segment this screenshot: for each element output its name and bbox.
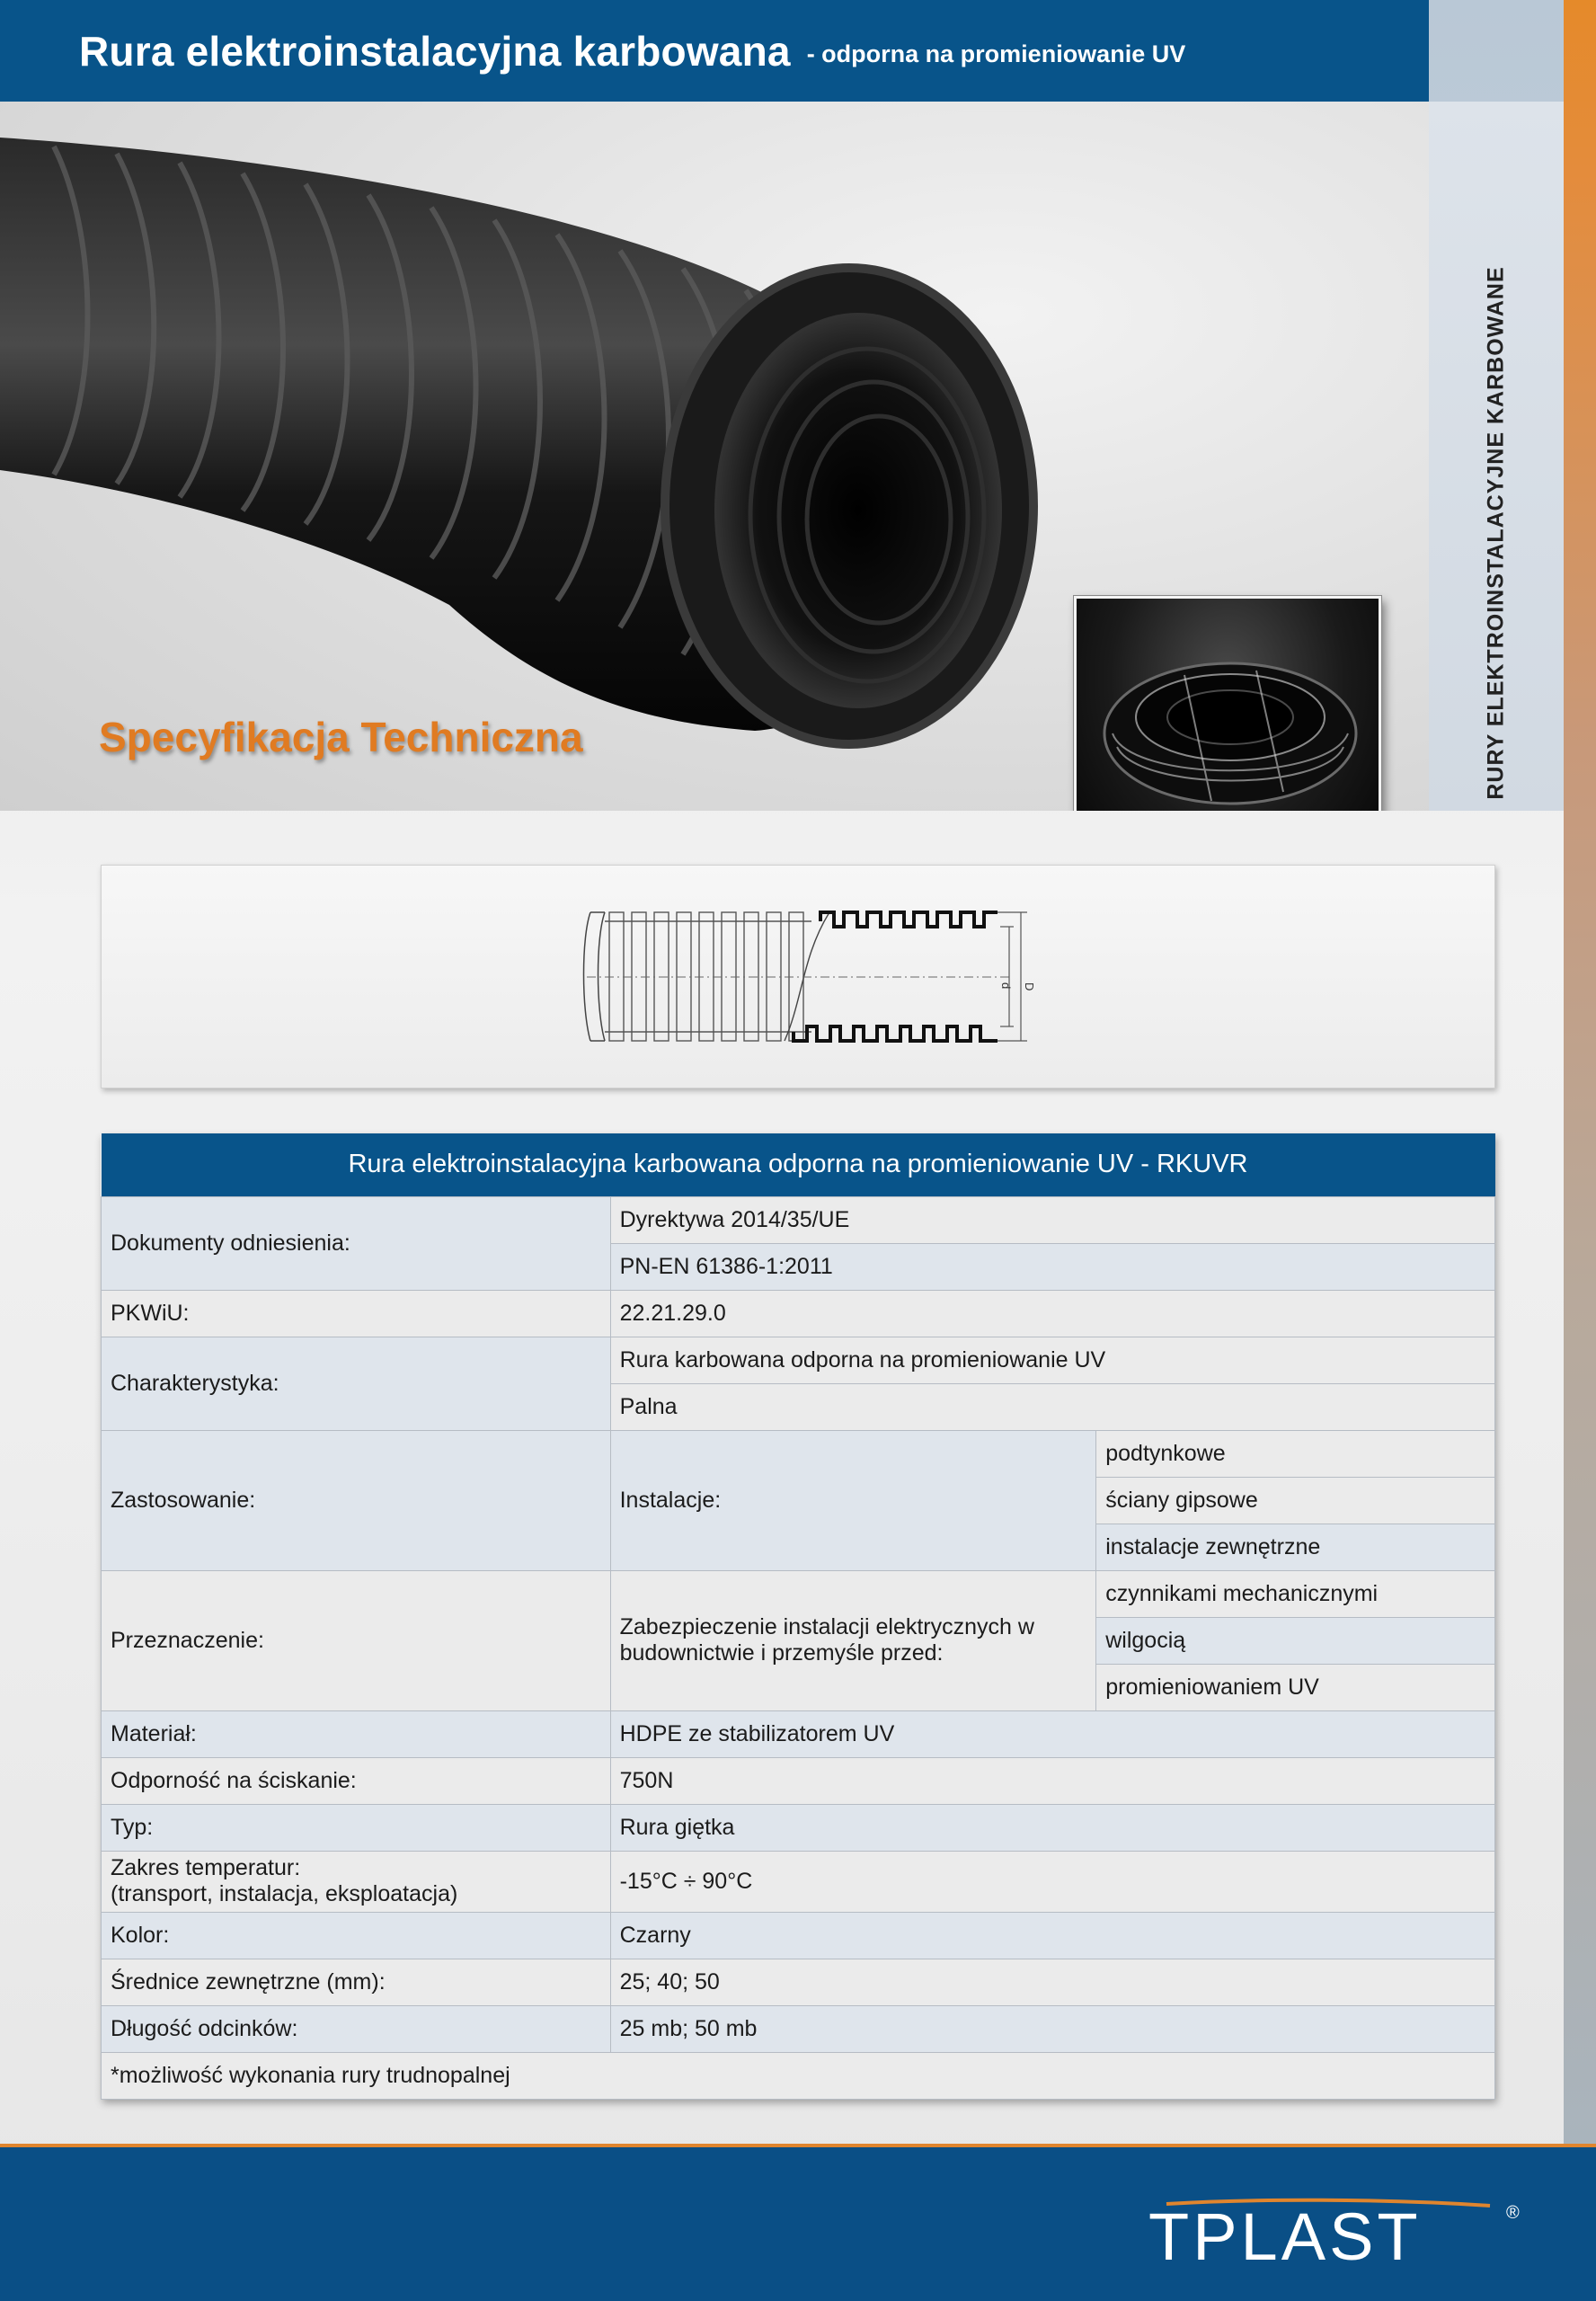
diameters-label: Średnice zewnętrzne (mm): (102, 1959, 611, 2005)
type-value: Rura giętka (610, 1804, 1494, 1851)
coil-product-photo (1074, 596, 1381, 811)
use-value-1: podtynkowe (1096, 1430, 1495, 1477)
table-row (102, 1290, 1495, 1337)
table-row (102, 1710, 1495, 1757)
hero-product-image (0, 102, 1429, 811)
table-row (102, 1430, 1495, 1477)
docs-value-2: PN-EN 61386-1:2011 (610, 1243, 1494, 1290)
compression-label: Odporność na ściskanie: (102, 1757, 611, 1804)
use-value-3: instalacje zewnętrzne (1096, 1524, 1495, 1570)
color-label: Kolor: (102, 1912, 611, 1959)
use-label: Zastosowanie: (102, 1430, 611, 1570)
pkwiu-value: 22.21.29.0 (610, 1290, 1494, 1337)
lengths-value: 25 mb; 50 mb (610, 2005, 1494, 2052)
table-row (102, 1757, 1495, 1804)
lengths-label: Długość odcinków: (102, 2005, 611, 2052)
temp-label (102, 1851, 611, 1912)
page-header (0, 0, 1429, 102)
spec-table (101, 1133, 1495, 2100)
pipe-cross-section-drawing (578, 902, 1135, 1054)
orange-edge-stripe (1564, 0, 1596, 2148)
material-label: Materiał: (102, 1710, 611, 1757)
table-row (102, 1912, 1495, 1959)
temp-value: -15°C ÷ 90°C (610, 1851, 1494, 1912)
purpose-sub-label: Zabezpieczenie instalacji elektrycznych w budownictwie i przemyśle przed: (610, 1570, 1096, 1710)
registered-mark: ® (1506, 2203, 1520, 2223)
purpose-value-1: czynnikami mechanicznymi (1096, 1570, 1495, 1617)
color-value: Czarny (610, 1912, 1494, 1959)
page-subtitle: - odporna na promieniowanie UV (806, 40, 1186, 67)
temp-label-line2: (transport, instalacja, eksploatacja) (111, 1881, 458, 1906)
table-row (102, 1337, 1495, 1383)
compression-value: 750N (610, 1757, 1494, 1804)
temp-label-line1: Zakres temperatur: (111, 1855, 301, 1881)
table-row (102, 2005, 1495, 2052)
inner-diameter-label: d (999, 982, 1013, 990)
table-title: Rura elektroinstalacyjna karbowana odporna na promieniowanie UV - RKUVR (102, 1133, 1495, 1196)
side-category-label: RURY ELEKTROINSTALACYJNE KARBOWANE (1483, 266, 1509, 800)
table-row (102, 2052, 1495, 2099)
purpose-value-2: wilgocią (1096, 1617, 1495, 1664)
page-title: Rura elektroinstalacyjna karbowana (79, 27, 791, 75)
use-value-2: ściany gipsowe (1096, 1477, 1495, 1524)
table-row (102, 1196, 1495, 1243)
char-label: Charakterystyka: (102, 1337, 611, 1430)
table-footnote: *możliwość wykonania rury trudnopalnej (102, 2052, 1495, 2099)
use-sub-label: Instalacje: (610, 1430, 1096, 1570)
char-value-1: Rura karbowana odporna na promieniowanie UV (610, 1337, 1494, 1383)
char-value-2: Palna (610, 1383, 1494, 1430)
type-label: Typ: (102, 1804, 611, 1851)
tplast-logo (1148, 2195, 1526, 2267)
technical-drawing-box (101, 865, 1495, 1088)
material-value: HDPE ze stabilizatorem UV (610, 1710, 1494, 1757)
table-row (102, 1851, 1495, 1912)
logo-text: TPLAST (1148, 2199, 1422, 2267)
docs-label: Dokumenty odniesienia: (102, 1196, 611, 1290)
docs-value-1: Dyrektywa 2014/35/UE (610, 1196, 1494, 1243)
spec-title: Specyfikacja Techniczna (99, 714, 583, 760)
table-row (102, 1959, 1495, 2005)
outer-diameter-label: D (1023, 982, 1036, 991)
purpose-value-3: promieniowaniem UV (1096, 1664, 1495, 1710)
pkwiu-label: PKWiU: (102, 1290, 611, 1337)
purpose-label: Przeznaczenie: (102, 1570, 611, 1710)
table-row (102, 1804, 1495, 1851)
table-row (102, 1570, 1495, 1617)
diameters-value: 25; 40; 50 (610, 1959, 1494, 2005)
